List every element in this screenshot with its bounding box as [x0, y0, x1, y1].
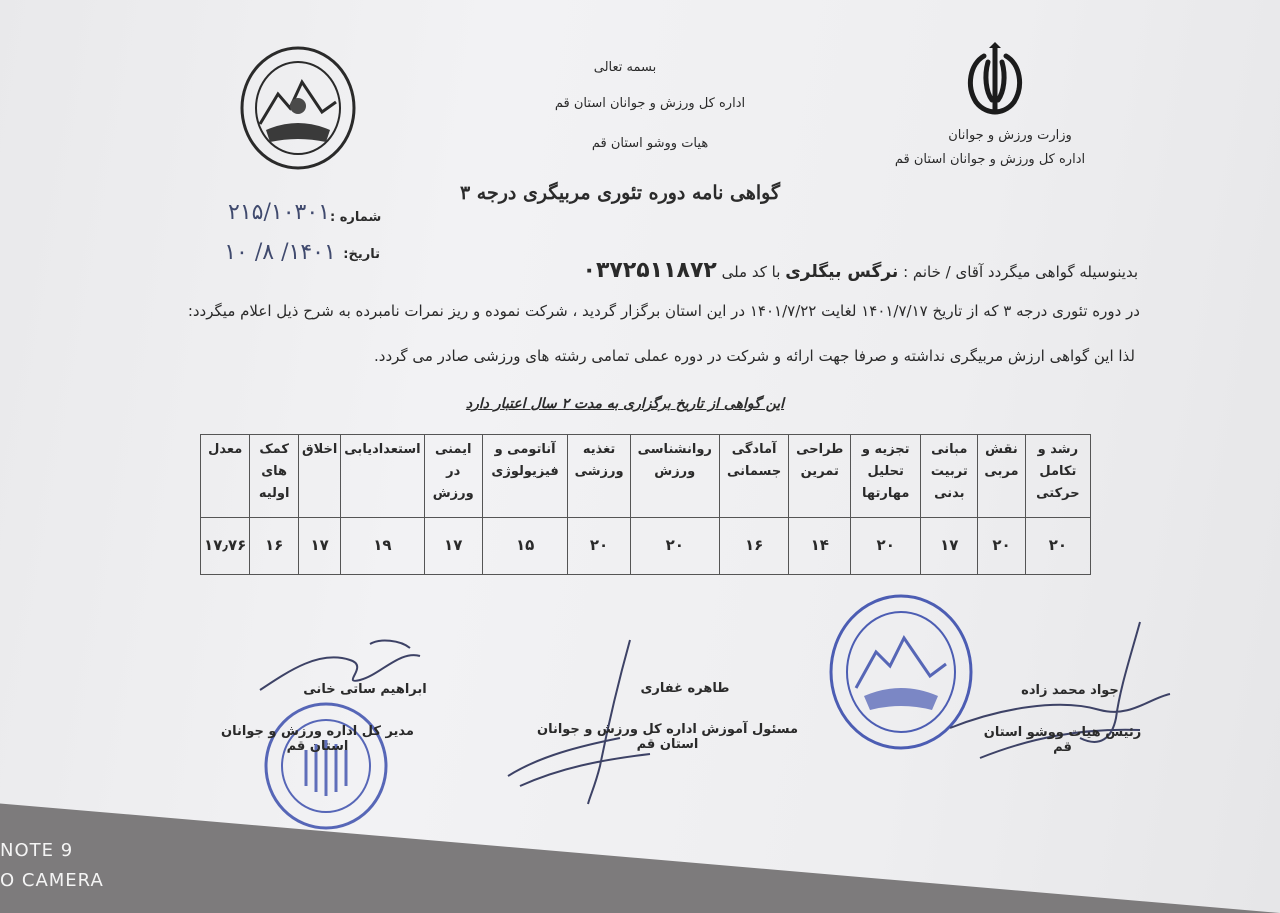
grade-cell: ۲۰: [630, 518, 719, 575]
left-signer-name: ابراهیم ساتی خانی: [303, 682, 427, 697]
ministry-subtitle: اداره کل ورزش و جوانان استان قم: [894, 152, 1086, 167]
grades-table: [200, 434, 1091, 575]
grade-cell: ۲۰: [1025, 518, 1090, 575]
grade-cell: ۱۶: [250, 518, 299, 575]
office-name: اداره کل ورزش و جوانان استان قم: [554, 96, 746, 111]
grade-cell: ۱۷: [298, 518, 340, 575]
left-signature: [250, 630, 440, 710]
grade-cell: ۱۹: [341, 518, 424, 575]
left-official-stamp: [262, 700, 390, 832]
header-cell: روانشناسی ورزش: [630, 435, 719, 518]
wushu-committee-logo: [238, 46, 358, 174]
header-cell: استعدادیابی: [341, 435, 424, 518]
recipient-name: نرگس بیگلری: [785, 262, 899, 282]
recipient-line: [583, 258, 1138, 283]
iran-emblem-icon: [958, 42, 1032, 122]
left-signer-title: مدیر کل اداره ورزش و جوانان استان قم: [221, 724, 414, 754]
header-cell: آناتومی و فیزیولوژی: [482, 435, 568, 518]
header-cell: نقش مربی: [978, 435, 1026, 518]
right-signer-title: رئیس هیات ووشو استان قم: [983, 725, 1142, 755]
average-cell: ۱۷٫۷۶: [201, 518, 250, 575]
grades-value-row: [201, 518, 1091, 575]
grade-cell: ۱۷: [424, 518, 482, 575]
header-cell: آمادگی جسمانی: [719, 435, 789, 518]
middle-signature: [500, 636, 670, 806]
grade-cell: ۱۴: [789, 518, 851, 575]
date-value: ۱۴۰۱/ ۸/ ۱۰: [224, 240, 336, 265]
camera-watermark-label: O CAMERA: [0, 870, 104, 891]
grade-cell: ۲۰: [978, 518, 1026, 575]
header-cell: مبانی تربیت بدنی: [921, 435, 978, 518]
recipient-intro: بدینوسیله گواهی میگردد آقای / خانم :: [903, 263, 1138, 281]
header-cell: طراحی تمرین: [789, 435, 851, 518]
grade-cell: ۲۰: [568, 518, 630, 575]
committee-name: هیات ووشو استان قم: [591, 136, 709, 151]
header-cell: اخلاق: [298, 435, 340, 518]
grade-cell: ۱۶: [719, 518, 789, 575]
date-label: تاریخ:: [343, 247, 380, 262]
header-cell: ایمنی در ورزش: [424, 435, 482, 518]
right-signer-name: جواد محمد زاده: [1021, 683, 1119, 698]
basmala-text: بسمه تعالی: [593, 60, 657, 75]
national-code-label: با کد ملی: [721, 263, 781, 281]
header-cell: تغذیه ورزشی: [568, 435, 630, 518]
middle-signer-name: طاهره غفاری: [640, 681, 730, 696]
course-paragraph: در دوره تئوری درجه ۳ که از تاریخ ۱۴۰۱/۷/۱۷ لغایت ۱۴۰۱/۷/۲۲ در این استان برگزار گردید ، شرکت نموده و ریز نمرات نامبرده به شرح ذیل اعلام میگردد:: [187, 302, 1140, 320]
grades-header-row: [201, 435, 1091, 518]
certificate-title: گواهی نامه دوره تئوری مربیگری درجه ۳: [459, 182, 781, 204]
validity-note: این گواهی از تاریخ برگزاری به مدت ۲ سال اعتبار دارد: [465, 396, 785, 412]
header-cell: رشد و تکامل حرکتی: [1025, 435, 1090, 518]
purpose-paragraph: لذا این گواهی ارزش مربیگری نداشته و صرفا جهت ارائه و شرکت در دوره عملی تمامی رشته های ورزشی صادر می گردد.: [374, 347, 1135, 365]
header-cell: کمک های اولیه: [250, 435, 299, 518]
camera-watermark-model: NOTE 9: [0, 840, 74, 861]
header-cell: تجزیه و تحلیل مهارتها: [851, 435, 921, 518]
ministry-title: وزارت ورزش و جوانان: [948, 128, 1072, 143]
grade-cell: ۱۷: [921, 518, 978, 575]
grade-cell: ۲۰: [851, 518, 921, 575]
number-label: شماره :: [330, 210, 382, 225]
header-cell: معدل: [201, 435, 250, 518]
middle-signer-title: مسئول آموزش اداره کل ورزش و جوانان استان قم: [536, 722, 799, 752]
grade-cell: ۱۵: [482, 518, 568, 575]
number-value: ۲۱۵/۱۰۳۰۱: [228, 200, 330, 225]
national-code: ۰۳۷۲۵۱۱۸۷۲: [582, 258, 717, 283]
